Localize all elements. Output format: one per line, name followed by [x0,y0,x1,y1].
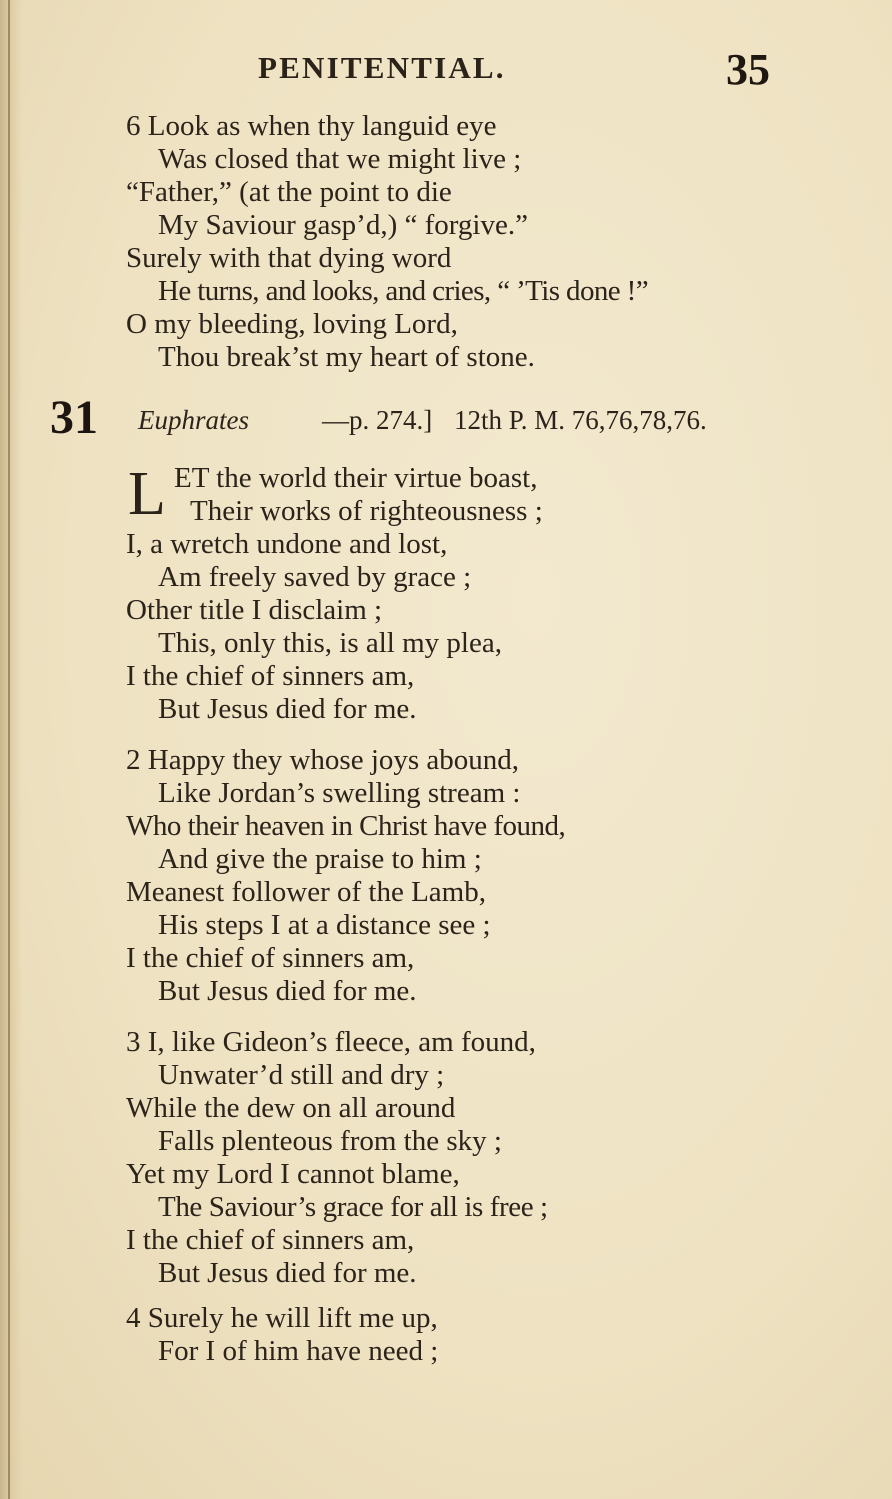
verse-line: I, a wretch undone and lost, [126,528,448,560]
verse-line: But Jesus died for me. [158,693,417,725]
hymn-number: 31 [50,391,98,444]
verse-line: Am freely saved by grace ; [158,561,472,593]
verse-line: And give the praise to him ; [158,843,482,875]
verse-line: Who their heaven in Christ have found, [126,810,566,842]
verse-line: For I of him have need ; [158,1335,439,1367]
verse-line: His steps I at a distance see ; [158,909,491,941]
page-header [0,44,892,92]
verse-line: 4 Surely he will lift me up, [126,1302,438,1334]
verse-line: 2 Happy they whose joys abound, [126,744,520,776]
verse-line: I the chief of sinners am, [126,942,415,974]
hymn-31-heading [50,390,850,446]
verse-line: This, only this, is all my plea, [158,627,502,659]
verse-line: O my bleeding, loving Lord, [126,308,458,340]
drop-cap: L [128,460,166,528]
tune-name: Euphrates [138,405,249,435]
verse-line: Their works of righteousness ; [190,495,543,527]
verse-line: But Jesus died for me. [158,975,417,1007]
verse-line: ET the world their virtue boast, [174,462,538,494]
verse-line: But Jesus died for me. [158,1257,417,1289]
verse-line: 6 Look as when thy languid eye [126,110,497,142]
verse-line: Thou break’st my heart of stone. [158,341,535,373]
verse-line: Surely with that dying word [126,242,452,274]
verse-line: Like Jordan’s swelling stream : [158,777,521,809]
verse-line: Falls plenteous from the sky ; [158,1125,502,1157]
verse-line: Unwater’d still and dry ; [158,1059,445,1091]
meter: 12th P. M. 76,76,78,76. [454,405,707,435]
running-head: PENITENTIAL. [258,50,506,85]
verse-line: Meanest follower of the Lamb, [126,876,486,908]
book-gutter [0,0,22,1499]
verse-line: I the chief of sinners am, [126,660,415,692]
verse-line: Yet my Lord I cannot blame, [126,1158,460,1190]
verse-line: Was closed that we might live ; [158,143,522,175]
page-number: 35 [726,45,770,94]
verse-line: Other title I disclaim ; [126,594,383,626]
verse-line: I the chief of sinners am, [126,1224,415,1256]
tune-page-reference: —p. 274.] [322,405,433,435]
gutter-edge [8,0,10,1499]
verse-line: While the dew on all around [126,1092,456,1124]
verse-line: “Father,” (at the point to die [126,176,452,208]
verse-line: 3 I, like Gideon’s fleece, am found, [126,1026,536,1058]
verse-line: My Saviour gasp’d,) “ forgive.” [158,209,528,241]
verse-line: He turns, and looks, and cries, “ ’Tis done !” [158,275,649,307]
verse-line: The Saviour’s grace for all is free ; [158,1191,548,1223]
